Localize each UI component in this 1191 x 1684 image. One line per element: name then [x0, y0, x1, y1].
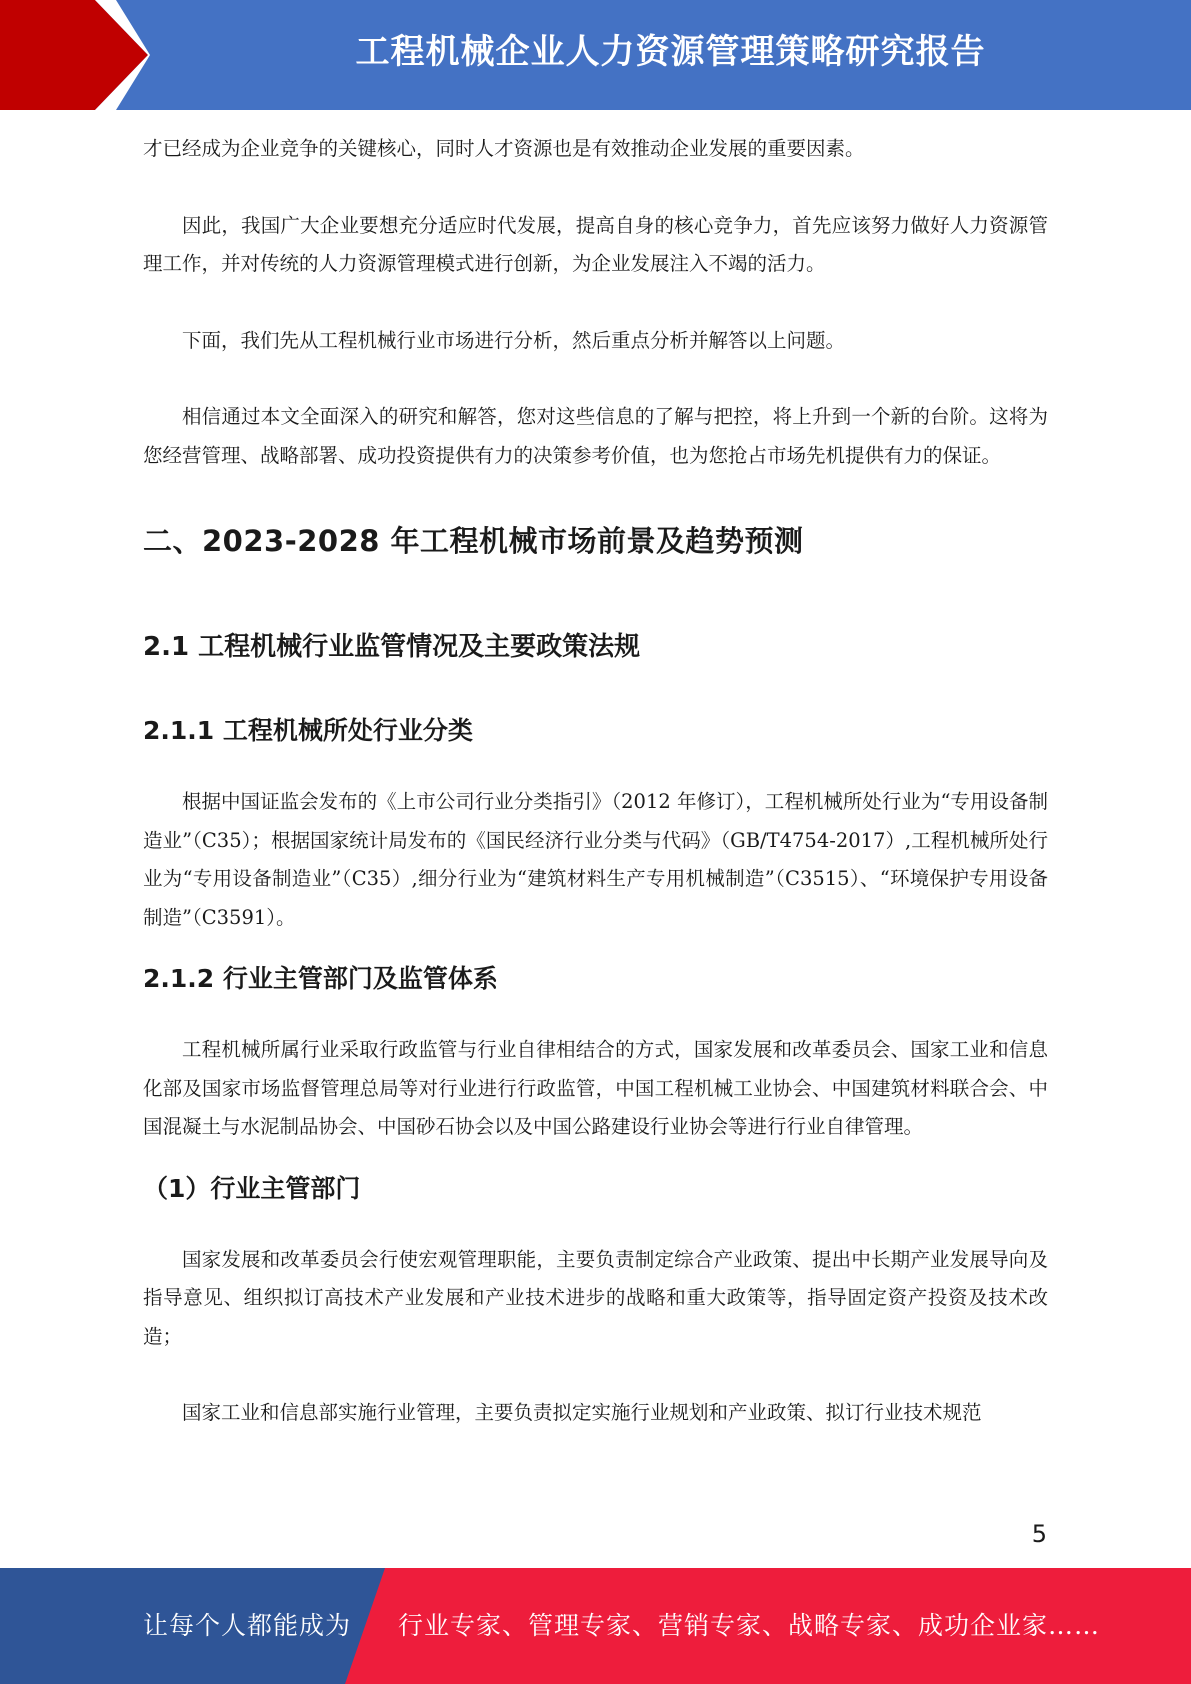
paragraph: 国家工业和信息部实施行业管理，主要负责拟定实施行业规划和产业政策、拟订行业技术规范 [182, 1401, 982, 1424]
paragraph: 根据中国证监会发布的《上市公司行业分类指引》（2012 年修订），工程机械所处行业为“专用设备制造业”（C35）；根据国家统计局发布的《国民经济行业分类与代码》（GB/T4754-2017）,工程机械所处行业为“专用设备制造业”（C35）,细分行业为“建筑材料生产专用机械制造”（C3515）、“环境保护专用设备制造”（C3591）。 [143, 790, 1048, 929]
paragraph: 工程机械所属行业采取行政监管与行业自律相结合的方式，国家发展和改革委员会、国家工业和信息化部及国家市场监督管理总局等对行业进行行政监管，中国工程机械工业协会、中国建筑材料联合会、中国混凝土与水泥制品协会、中国砂石协会以及中国公路建设行业协会等进行行业自律管理。 [143, 1038, 1048, 1138]
subsubsection-heading: 2.1.2 行业主管部门及监管体系 [143, 964, 498, 993]
section-heading: 二、2023-2028 年工程机械市场前景及趋势预测 [143, 524, 804, 558]
paragraph: 才已经成为企业竞争的关键核心，同时人才资源也是有效推动企业发展的重要因素。 [143, 137, 865, 160]
document-body [143, 130, 1048, 1433]
report-title: 工程机械企业人力资源管理策略研究报告 [355, 32, 986, 72]
page-number: 5 [1031, 1520, 1047, 1548]
numbered-subheading: （1）行业主管部门 [143, 1173, 361, 1203]
page-footer-banner [0, 1568, 1191, 1684]
footer-slogan-left: 让每个人都能成为 [143, 1611, 352, 1640]
subsubsection-heading: 2.1.1 工程机械所处行业分类 [143, 716, 473, 745]
paragraph: 因此，我国广大企业要想充分适应时代发展，提高自身的核心竞争力，首先应该努力做好人力资源管理工作，并对传统的人力资源管理模式进行创新，为企业发展注入不竭的活力。 [143, 213, 1048, 275]
page-header-banner [0, 0, 1191, 110]
paragraph: 下面，我们先从工程机械行业市场进行分析，然后重点分析并解答以上问题。 [182, 328, 846, 352]
footer-slogan-right: 行业专家、管理专家、营销专家、战略专家、成功企业家…… [398, 1611, 1101, 1640]
paragraph: 国家发展和改革委员会行使宏观管理职能，主要负责制定综合产业政策、提出中长期产业发展导向及指导意见、组织拟订高技术产业发展和产业技术进步的战略和重大政策等，指导固定资产投资及技术改造； [143, 1247, 1048, 1348]
subsection-heading: 2.1 工程机械行业监管情况及主要政策法规 [143, 632, 641, 662]
paragraph: 相信通过本文全面深入的研究和解答，您对这些信息的了解与把控，将上升到一个新的台阶。这将为您经营管理、战略部署、成功投资提供有力的决策参考价值，也为您抢占市场先机提供有力的保证。 [143, 405, 1048, 467]
